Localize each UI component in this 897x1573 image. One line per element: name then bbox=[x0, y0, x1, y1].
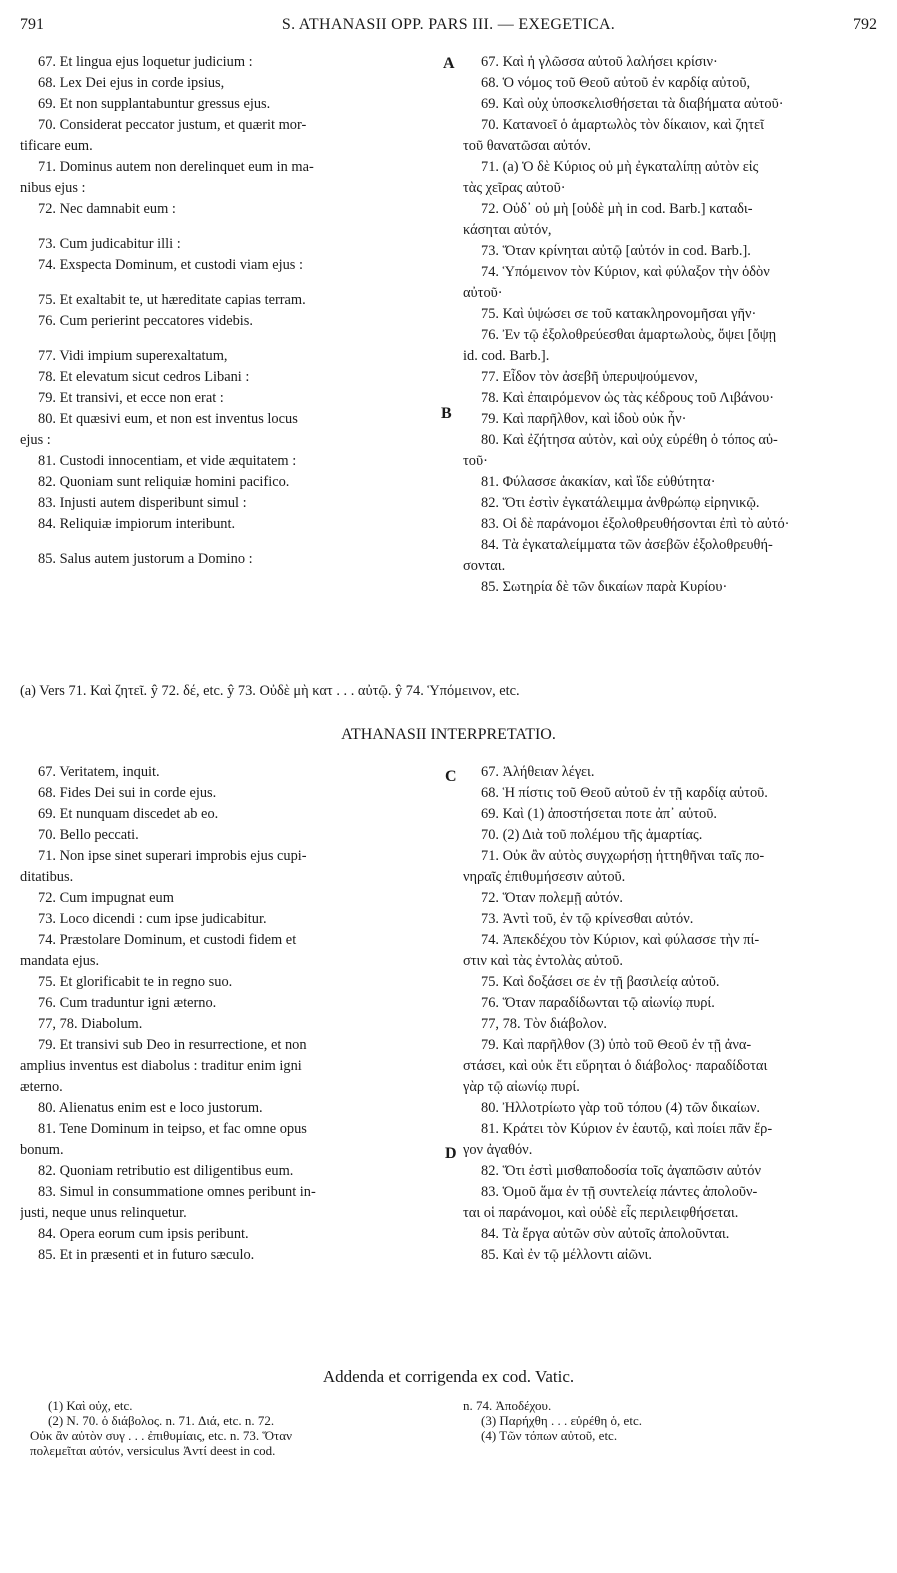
text-line: 79. Καὶ παρῆλθον, καὶ ἰδοὺ οὐκ ἦν· bbox=[481, 411, 687, 427]
text-line: 75. Et exaltabit te, ut hæreditate capias terram. bbox=[38, 292, 306, 308]
text-line: σονται. bbox=[463, 558, 506, 574]
text-line: 72. Cum impugnat eum bbox=[38, 890, 174, 906]
text-line: 73. Loco dicendi : cum ipse judicabitur. bbox=[38, 911, 267, 927]
section2-latin-column bbox=[20, 762, 432, 1266]
text-line: 72. Nec damnabit eum : bbox=[38, 201, 176, 217]
addenda-left-column bbox=[30, 1398, 292, 1458]
text-line: 72. Οὐδ᾽ οὐ μὴ [οὐδὲ μὴ in cod. Barb.] καταδι- bbox=[481, 201, 753, 217]
text-line: (4) Τῶν τόπων αὐτοῦ, etc. bbox=[481, 1428, 618, 1443]
text-line: 68. Lex Dei ejus in corde ipsius, bbox=[38, 75, 225, 91]
text-line: 77. Vidi impium superexaltatum, bbox=[38, 348, 228, 364]
text-line: νηραῖς ἐπιθυμήσεσιν αὐτοῦ. bbox=[463, 869, 626, 885]
text-line: 68. Fides Dei sui in corde ejus. bbox=[38, 785, 217, 801]
text-line: 81. Φύλασσε ἀκακίαν, καὶ ἴδε εὐθύτητα· bbox=[481, 474, 716, 490]
text-line: 81. Κράτει τὸν Κύριον ἐν ἑαυτῷ, καὶ ποίει πᾶν ἔρ- bbox=[481, 1121, 773, 1137]
text-line: αὐτοῦ· bbox=[463, 285, 503, 301]
text-line: 85. Καὶ ἐν τῷ μέλλοντι αἰῶνι. bbox=[481, 1247, 652, 1263]
text-line: 85. Et in præsenti et in futuro sæculo. bbox=[38, 1247, 255, 1263]
section-heading-interpretatio: ATHANASII INTERPRETATIO. bbox=[341, 726, 556, 743]
text-line: 77, 78. Diabolum. bbox=[38, 1016, 143, 1032]
text-line: 80. Et quæsivi eum, et non est inventus locus bbox=[38, 411, 298, 427]
text-line: (3) Παρήχθη . . . εὑρέθη ὁ, etc. bbox=[481, 1413, 642, 1428]
margin-marker-b: B bbox=[441, 405, 452, 422]
text-line: 76. Ἐν τῷ ἐξολοθρεύεσθαι ἁμαρτωλοὺς, ὄψει [ὄψῃ bbox=[481, 327, 777, 343]
page-number-right: 792 bbox=[853, 16, 877, 33]
addenda-right-column bbox=[463, 1398, 642, 1443]
text-line: 78. Καὶ ἐπαιρόμενον ὡς τὰς κέδρους τοῦ Λιβάνου· bbox=[481, 390, 775, 406]
text-line: 69. Καὶ (1) ἀποστήσεται ποτε ἀπ᾽ αὐτοῦ. bbox=[481, 806, 717, 822]
text-line: 78. Et elevatum sicut cedros Libani : bbox=[38, 369, 250, 385]
section-heading-addenda: Addenda et corrigenda ex cod. Vatic. bbox=[322, 1367, 575, 1386]
text-line: 83. Simul in consummatione omnes peribunt in- bbox=[38, 1184, 316, 1200]
text-line: 70. Considerat peccator justum, et quærit mor- bbox=[38, 117, 307, 133]
text-line: 73. Ὅταν κρίνηται αὐτῷ [αὐτόν in cod. Barb.]. bbox=[481, 243, 751, 259]
text-line: mandata ejus. bbox=[20, 953, 100, 969]
text-line: Οὐκ ἂν αὐτὸν συγ . . . ἐπιθυμίαις, etc. n. 73. Ὅταν bbox=[30, 1428, 292, 1443]
text-line: 67. Veritatem, inquit. bbox=[38, 764, 160, 780]
text-line: 84. Opera eorum cum ipsis peribunt. bbox=[38, 1226, 249, 1242]
text-line: 67. Ἀλήθειαν λέγει. bbox=[481, 764, 595, 780]
text-line: γὰρ τῷ αἰωνίῳ πυρί. bbox=[463, 1079, 580, 1095]
text-line: 82. Quoniam retributio est diligentibus eum. bbox=[38, 1163, 294, 1179]
running-header bbox=[20, 16, 877, 40]
text-line: πολεμεῖται αὐτόν, versiculus Ἀντί deest in cod. bbox=[30, 1443, 276, 1458]
text-line: (1) Καὶ οὐχ, etc. bbox=[48, 1398, 133, 1413]
text-line: 80. Alienatus enim est e loco justorum. bbox=[38, 1100, 263, 1116]
text-line: 83. Οἱ δὲ παράνομοι ἐξολοθρευθήσονται ἐπὶ τὸ αὐτό· bbox=[481, 516, 790, 532]
text-line: 72. Ὅταν πολεμῇ αὐτόν. bbox=[481, 890, 624, 906]
text-line: justi, neque unus relinquetur. bbox=[20, 1205, 187, 1221]
text-line: 73. Cum judicabitur illi : bbox=[38, 236, 181, 252]
text-line: 71. Non ipse sinet superari improbis ejus cupi- bbox=[38, 848, 307, 864]
text-line: 82. Ὅτι ἐστὶ μισθαποδοσία τοῖς ἀγαπῶσιν αὐτόν bbox=[481, 1163, 762, 1179]
text-line: ται οἱ παράνομοι, καὶ οὐδὲ εἷς περιλειφθήσεται. bbox=[463, 1205, 739, 1221]
text-line: 84. Τὰ ἔργα αὐτῶν σὺν αὐτοῖς ἀπολοῦνται. bbox=[481, 1226, 730, 1242]
text-line: 82. Ὅτι ἐστὶν ἐγκατάλειμμα ἀνθρώπῳ εἰρηνικῷ. bbox=[481, 495, 760, 511]
text-line: nibus ejus : bbox=[20, 180, 86, 196]
text-line: 70. Κατανοεῖ ὁ ἁμαρτωλὸς τὸν δίκαιον, καὶ ζητεῖ bbox=[481, 117, 764, 133]
text-line: 67. Et lingua ejus loquetur judicium : bbox=[38, 54, 253, 70]
text-line: amplius inventus est diabolus : traditur enim igni bbox=[20, 1058, 302, 1074]
line-spacer bbox=[20, 535, 432, 549]
section1-latin-column bbox=[20, 52, 432, 570]
text-line: 81. Tene Dominum in teipso, et fac omne opus bbox=[38, 1121, 307, 1137]
text-line: 79. Et transivi, et ecce non erat : bbox=[38, 390, 224, 406]
text-line: 71. (a) Ὁ δὲ Κύριος οὐ μὴ ἐγκαταλίπῃ αὐτὸν εἰς bbox=[481, 159, 759, 175]
line-spacer bbox=[20, 220, 432, 234]
margin-marker-a: A bbox=[443, 55, 455, 72]
text-line: τοῦ θανατῶσαι αὐτόν. bbox=[463, 138, 591, 154]
text-line: 69. Καὶ οὐχ ὑποσκελισθήσεται τὰ διαβήματα αὐτοῦ· bbox=[481, 96, 784, 112]
text-line: 68. Ὁ νόμος τοῦ Θεοῦ αὐτοῦ ἐν καρδίᾳ αὐτοῦ, bbox=[481, 75, 751, 91]
text-line: 76. Cum traduntur igni æterno. bbox=[38, 995, 217, 1011]
text-line: 76. Cum perierint peccatores videbis. bbox=[38, 313, 253, 329]
margin-marker-c: C bbox=[445, 768, 457, 785]
text-line: id. cod. Barb.]. bbox=[463, 348, 550, 364]
text-line: στιν καὶ τὰς ἐντολὰς αὐτοῦ. bbox=[463, 953, 623, 969]
text-line: 68. Ἡ πίστις τοῦ Θεοῦ αὐτοῦ ἐν τῇ καρδίᾳ αὐτοῦ. bbox=[481, 785, 768, 801]
text-line: 83. Injusti autem disperibunt simul : bbox=[38, 495, 247, 511]
section2-greek-column bbox=[463, 762, 877, 1266]
text-line: τοῦ· bbox=[463, 453, 488, 469]
text-line: bonum. bbox=[20, 1142, 64, 1158]
text-line: 84. Reliquiæ impiorum interibunt. bbox=[38, 516, 236, 532]
text-line: 70. (2) Διὰ τοῦ πολέμου τῆς ἁμαρτίας. bbox=[481, 827, 703, 843]
text-line: (2) N. 70. ὁ διάβολος. n. 71. Διά, etc. n. 72. bbox=[48, 1413, 275, 1428]
text-line: 74. Exspecta Dominum, et custodi viam ejus : bbox=[38, 257, 303, 273]
text-line: 79. Et transivi sub Deo in resurrectione, et non bbox=[38, 1037, 307, 1053]
text-line: γον ἀγαθόν. bbox=[463, 1142, 533, 1158]
text-line: στάσει, καὶ οὐκ ἔτι εὕρηται ὁ διάβολος· παραδίδοται bbox=[463, 1058, 768, 1074]
text-line: 74. Ὑπόμεινον τὸν Κύριον, καὶ φύλαξον τὴν ὁδὸν bbox=[481, 264, 770, 280]
footnote-a: (a) Vers 71. Καὶ ζητεῖ. ŷ 72. δέ, etc. ŷ 73. Οὐδὲ μὴ κατ . . . αὐτῷ. ŷ 74. Ὑπόμεινον, etc. bbox=[20, 683, 520, 699]
text-line: 76. Ὅταν παραδίδωνται τῷ αἰωνίῳ πυρί. bbox=[481, 995, 715, 1011]
text-line: 73. Ἀντὶ τοῦ, ἐν τῷ κρίνεσθαι αὐτόν. bbox=[481, 911, 694, 927]
text-line: 69. Et non supplantabuntur gressus ejus. bbox=[38, 96, 271, 112]
text-line: 67. Καὶ ἡ γλῶσσα αὐτοῦ λαλήσει κρίσιν· bbox=[481, 54, 718, 70]
line-spacer bbox=[20, 332, 432, 346]
text-line: n. 74. Ἀποδέχου. bbox=[463, 1398, 552, 1413]
text-line: æterno. bbox=[20, 1079, 63, 1095]
text-line: 79. Καὶ παρῆλθον (3) ὑπὸ τοῦ Θεοῦ ἐν τῇ ἀνα- bbox=[481, 1037, 752, 1053]
text-line: κάσηται αὐτόν, bbox=[463, 222, 552, 238]
text-line: 69. Et nunquam discedet ab eo. bbox=[38, 806, 219, 822]
text-line: 85. Salus autem justorum a Domino : bbox=[38, 551, 253, 567]
text-line: 74. Ἀπεκδέχου τὸν Κύριον, καὶ φύλασσε τὴν πί- bbox=[481, 932, 760, 948]
text-line: 75. Καὶ δοξάσει σε ἐν τῇ βασιλείᾳ αὐτοῦ. bbox=[481, 974, 720, 990]
text-line: ejus : bbox=[20, 432, 51, 448]
text-line: 80. Ἠλλοτρίωτο γὰρ τοῦ τόπου (4) τῶν δικαίων. bbox=[481, 1100, 761, 1116]
text-line: 75. Et glorificabit te in regno suo. bbox=[38, 974, 233, 990]
text-line: ditatibus. bbox=[20, 869, 74, 885]
text-line: 71. Οὐκ ἂν αὐτὸς συγχωρήσῃ ἡττηθῆναι ταῖς πο- bbox=[481, 848, 765, 864]
text-line: tificare eum. bbox=[20, 138, 93, 154]
text-line: 85. Σωτηρία δὲ τῶν δικαίων παρὰ Κυρίου· bbox=[481, 579, 728, 595]
text-line: 75. Καὶ ὑψώσει σε τοῦ κατακληρονομῆσαι γῆν· bbox=[481, 306, 757, 322]
text-line: 77, 78. Τὸν διάβολον. bbox=[481, 1016, 607, 1032]
text-line: 77. Εἶδον τὸν ἀσεβῆ ὑπερυψούμενον, bbox=[481, 369, 698, 385]
margin-marker-d: D bbox=[445, 1145, 457, 1162]
text-line: 84. Τὰ ἐγκαταλείμματα τῶν ἀσεβῶν ἐξολοθρευθή- bbox=[481, 537, 773, 553]
line-spacer bbox=[20, 276, 432, 290]
text-line: τὰς χεῖρας αὐτοῦ· bbox=[463, 180, 566, 196]
text-line: 81. Custodi innocentiam, et vide æquitatem : bbox=[38, 453, 297, 469]
text-line: 71. Dominus autem non derelinquet eum in ma- bbox=[38, 159, 314, 175]
text-line: 74. Præstolare Dominum, et custodi fidem et bbox=[38, 932, 297, 948]
running-title: S. ATHANASII OPP. PARS III. — EXEGETICA. bbox=[281, 16, 616, 33]
page-number-left: 791 bbox=[20, 16, 44, 33]
text-line: 80. Καὶ ἐζήτησα αὐτὸν, καὶ οὐχ εὑρέθη ὁ τόπος αὐ- bbox=[481, 432, 778, 448]
text-line: 83. Ὁμοῦ ἅμα ἐν τῇ συντελείᾳ πάντες ἀπολοῦν- bbox=[481, 1184, 758, 1200]
text-line: 82. Quoniam sunt reliquiæ homini pacifico. bbox=[38, 474, 290, 490]
text-line: 70. Bello peccati. bbox=[38, 827, 139, 843]
section1-greek-column bbox=[463, 52, 877, 598]
